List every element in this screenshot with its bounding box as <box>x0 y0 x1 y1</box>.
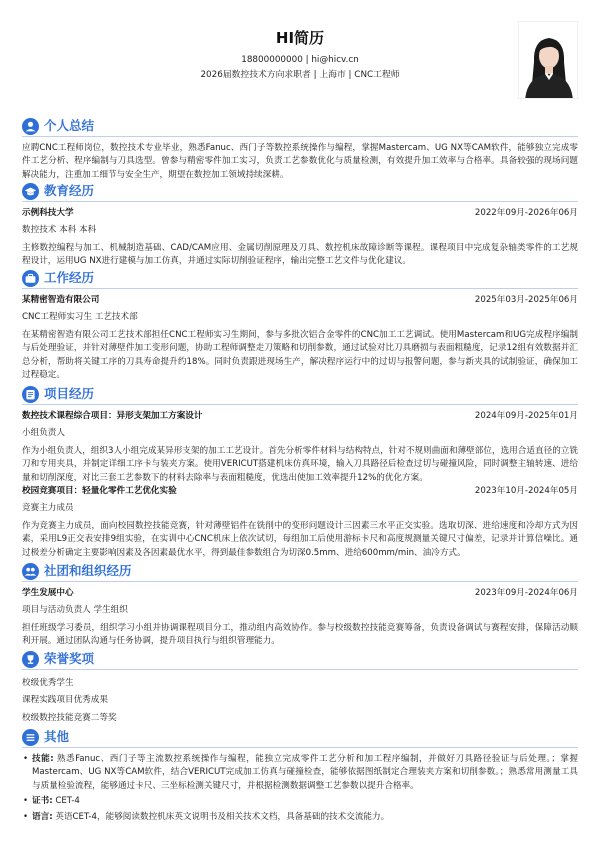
education-row <box>22 207 578 220</box>
work-desc: 在某精密智造有限公司工艺技术部担任CNC工程师实习生期间，参与多批次铝合金零件的CNC加工工艺调试。使用Mastercam和UG完成程序编制与后处理验证，并针对薄壁件加工变形问题，协助工程师调整走刀策略和切削参数，通过试验对比刀具磨损与表面粗糙度，记录12组有效数据并汇总分析，帮助将关键工序的刀具寿命提升约18%。同时负责跟进现场生产，解决程序运行中的过切与报警问题，参与新夹具的试制验证，确保加工过程稳定。 <box>22 329 578 381</box>
briefcase-icon <box>22 270 39 287</box>
org-name: 学生发展中心 <box>22 588 74 598</box>
menu-icon <box>22 729 39 746</box>
honors-section <box>22 649 578 729</box>
education-major: 数控技术 本科 本科 <box>22 225 97 236</box>
education-title: 教育经历 <box>44 183 95 198</box>
school-name: 示例科技大学 <box>22 208 74 218</box>
contact-info: 18800000000 | hi@hicv.cn <box>241 55 359 65</box>
resume-header <box>0 0 600 104</box>
section-divider <box>22 581 578 582</box>
honors-title: 荣誉奖项 <box>44 651 95 666</box>
section-divider <box>22 136 578 137</box>
avatar-photo <box>519 22 578 99</box>
section-divider <box>22 201 578 202</box>
campus-title: 社团和组织经历 <box>44 563 132 578</box>
projects-section <box>22 384 578 560</box>
graduation-cap-icon <box>22 183 39 200</box>
project-date: 2024年09月-2025年01月 <box>474 411 578 421</box>
project-role: 小组负责人 <box>22 428 65 439</box>
project-icon <box>22 386 39 403</box>
section-divider <box>22 669 578 670</box>
campus-desc: 担任班级学习委员，组织学习小组并协调课程项目分工，推动组内高效协作。参与校级数控技能竞赛筹备，负责设备调试与赛程安排，保障活动顺利开展。通过团队沟通与任务协调，提升项目执行与组织管理能力。 <box>22 622 578 647</box>
projects-title: 项目经历 <box>44 386 95 401</box>
honor-item: 课程实践项目优秀成果 <box>22 695 108 706</box>
honor-item: 校级数控技能竞赛二等奖 <box>22 712 117 723</box>
item-label: 技能: <box>32 754 54 764</box>
person-icon <box>22 118 39 135</box>
other-list <box>22 753 578 824</box>
education-date: 2022年09月-2026年06月 <box>474 208 578 218</box>
item-text: 英语CET-4，能够阅读数控机床英文说明书及相关技术文档，具备基础的技术交流能力。 <box>55 811 390 822</box>
job-objective: 2026届数控技术方向求职者 | 上海市 | CNC工程师 <box>200 70 400 80</box>
section-divider <box>22 288 578 289</box>
item-label: 证书: <box>32 796 53 807</box>
certificate-item <box>22 795 578 808</box>
campus-date: 2023年09月-2024年06月 <box>474 588 578 598</box>
project-item <box>22 485 578 560</box>
avatar <box>518 21 578 99</box>
campus-role: 项目与活动负责人 学生组织 <box>22 605 128 616</box>
education-section <box>22 181 578 269</box>
work-date: 2025年03月-2025年06月 <box>474 295 578 305</box>
education-desc: 主修数控编程与加工、机械制造基础、CAD/CAM应用、金属切削原理及刀具、数控机床故障诊断等课程。课程项目中完成复杂轴类零件的工艺规程设计，运用UG NX进行建模与加工仿真，并通过实际切削验证程序，输出完整工艺文件与优化建议。 <box>22 242 578 267</box>
other-section <box>22 727 578 824</box>
project-name: 校园竞赛项目：轻量化零件工艺优化实验 <box>22 486 177 497</box>
project-name: 数控技术课程综合项目：异形支架加工方案设计 <box>22 411 203 421</box>
project-item <box>22 410 578 485</box>
work-role: CNC工程师实习生 工艺技术部 <box>22 312 138 323</box>
project-row <box>22 410 578 423</box>
group-icon <box>22 563 39 580</box>
candidate-name: HI简历 <box>275 29 325 47</box>
language-item <box>22 811 578 824</box>
trophy-icon <box>22 651 39 668</box>
honor-list <box>22 677 578 725</box>
honor-item: 校级优秀学生 <box>22 678 74 688</box>
campus-row <box>22 587 578 600</box>
project-desc: 作为小组负责人，组织3人小组完成某异形支架的加工工艺设计。首先分析零件材料与结构特点，针对不规则曲面和薄壁部位，选用合适直径的立铣刀和专用夹具，并制定详细工序卡与装夹方案。使用VERICUT搭建机床仿真环境，输入刀具路径后检查过切与碰撞风险，同时调整主轴转速、进给量和切削深度，对比三套工艺参数下的材料去除率与表面粗糙度，优选出使加工效率提升12%的优化方案。 <box>22 445 578 483</box>
work-title: 工作经历 <box>44 270 95 285</box>
item-text: 熟悉Fanuc、西门子等主流数控系统操作与编程，能独立完成零件工艺分析和加工程序编制，并做好刀具路径验证与后处理。；掌握Mastercam、UG NX等CAM软件，结合VERICUT完成加工仿真与碰撞检查，能够依据图纸制定合理装夹方案和切削参数。；熟悉常用测量工具与质量检验流程，能够通过卡尺、三坐标检测关键尺寸，并根据检测数据调整工艺参数以提升合格率。 <box>32 754 579 791</box>
work-row <box>22 294 578 307</box>
item-text: CET-4 <box>55 796 80 807</box>
other-title: 其他 <box>44 729 70 744</box>
project-date: 2023年10月-2024年05月 <box>474 486 578 497</box>
summary-text: 应聘CNC工程师岗位，数控技术专业毕业，熟悉Fanuc、西门子等数控系统操作与编程，掌握Mastercam、UG NX等CAM软件，能够独立完成零件工艺分析、程序编制与刀具选型。曾参与精密零件加工实习，负责工艺参数优化与质量检测，有效提升加工效率与合格率。具备较强的现场问题解决能力，注重加工细节与安全生产，期望在数控加工领域持续深耕。 <box>22 143 578 180</box>
section-divider <box>22 747 578 748</box>
campus-section <box>22 561 578 649</box>
work-section <box>22 268 578 382</box>
company-name: 某精密智造有限公司 <box>22 295 100 305</box>
section-divider <box>22 404 578 405</box>
summary-title: 个人总结 <box>44 118 95 133</box>
project-desc: 作为竞赛主力成员，面向校园数控技能竞赛，针对薄壁铝件在铣削中的变形问题设计三因素三水平正交实验。选取切深、进给速度和冷却方式为因素，采用L9正交表安排9组实验，在实训中心CNC机床上依次试切，每组加工后使用游标卡尺和高度规测量关键尺寸偏差，记录并计算信噪比。通过极差分析确定主要影响因素及各因素最优水平，得到最佳参数组合为切深0.5mm、进给600mm/min、油冷方式。 <box>22 520 578 558</box>
project-row <box>22 485 578 498</box>
item-label: 语言: <box>32 811 53 822</box>
skill-item <box>22 753 578 793</box>
summary-section <box>22 116 578 182</box>
project-role: 竞赛主力成员 <box>22 503 74 514</box>
